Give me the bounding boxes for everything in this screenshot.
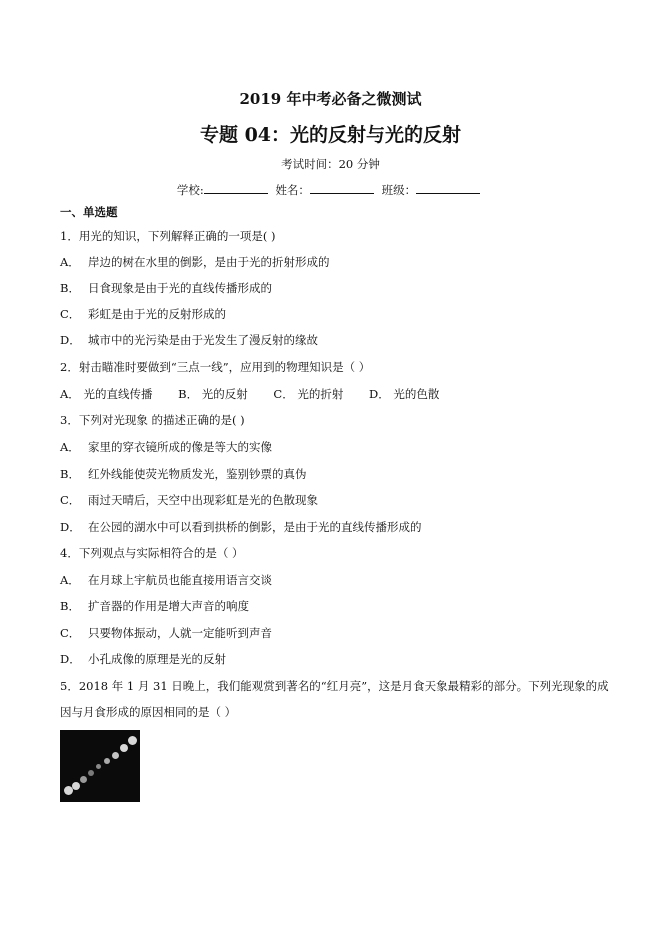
question-5-stem-line-1: 5．2018 年 1 月 31 日晚上，我们能观赏到著名的“红月亮”，这是月食天象最精彩的部分。下列光现象的成 xyxy=(60,679,609,693)
question-1-stem: 1．用光的知识，下列解释正确的一项是( ) xyxy=(60,229,276,243)
question-4-option-c: C． 只要物体振动，人就一定能听到声音 xyxy=(60,626,272,640)
moon-phase xyxy=(80,776,87,783)
name-blank[interactable] xyxy=(310,182,374,194)
school-blank[interactable] xyxy=(204,182,268,194)
question-5-stem-line-2: 因与月食形成的原因相同的是（ ） xyxy=(60,705,237,719)
question-2-option-a: A． 光的直线传播 xyxy=(60,387,153,401)
school-label: 学校: xyxy=(176,183,204,197)
name-label: 姓名： xyxy=(275,183,310,197)
moon-phase xyxy=(96,764,101,769)
student-info-row xyxy=(0,182,661,198)
moon-phase xyxy=(112,752,119,759)
question-3-option-b: B． 红外线能使荧光物质发光，鉴别钞票的真伪 xyxy=(60,467,307,481)
moon-phase xyxy=(120,744,128,752)
exam-time: 考试时间：20 分钟 xyxy=(281,157,380,171)
question-3-option-c: C． 雨过天晴后，天空中出现彩虹是光的色散现象 xyxy=(60,493,318,507)
question-2-option-b: B． 光的反射 xyxy=(178,387,248,401)
document-subtitle: 专题 04：光的反射与光的反射 xyxy=(199,124,462,146)
document-title: 2019 年中考必备之微测试 xyxy=(239,90,422,108)
question-1-option-b: B． 日食现象是由于光的直线传播形成的 xyxy=(60,281,272,295)
question-3-option-d: D． 在公园的湖水中可以看到拱桥的倒影，是由于光的直线传播形成的 xyxy=(60,520,422,534)
question-1-option-a: A． 岸边的树在水里的倒影，是由于光的折射形成的 xyxy=(60,255,330,269)
question-4-stem: 4．下列观点与实际相符合的是（ ） xyxy=(60,546,244,560)
question-1-option-d: D． 城市中的光污染是由于光发生了漫反射的缘故 xyxy=(60,333,318,347)
question-4-option-d: D． 小孔成像的原理是光的反射 xyxy=(60,652,226,666)
question-3-option-a: A． 家里的穿衣镜所成的像是等大的实像 xyxy=(60,440,272,454)
moon-phase xyxy=(104,758,110,764)
question-2-stem: 2．射击瞄准时要做到“三点一线”，应用到的物理知识是（ ） xyxy=(60,360,371,374)
class-blank[interactable] xyxy=(416,182,480,194)
question-3-stem: 3．下列对光现象 的描述正确的是( ) xyxy=(60,413,245,427)
section-title: 一、单选题 xyxy=(60,205,118,219)
question-2-options xyxy=(60,386,461,402)
moon-phase xyxy=(72,782,80,790)
question-1-option-c: C． 彩虹是由于光的反射形成的 xyxy=(60,307,226,321)
question-2-option-c: C． 光的折射 xyxy=(273,387,344,401)
question-4-option-a: A． 在月球上宇航员也能直接用语言交谈 xyxy=(60,573,272,587)
moon-phase xyxy=(88,770,94,776)
lunar-eclipse-photo xyxy=(60,730,140,802)
question-2-option-d: D． 光的色散 xyxy=(369,387,440,401)
question-4-option-b: B． 扩音器的作用是增大声音的响度 xyxy=(60,599,249,613)
moon-phase xyxy=(128,736,137,745)
class-label: 班级： xyxy=(381,183,417,197)
